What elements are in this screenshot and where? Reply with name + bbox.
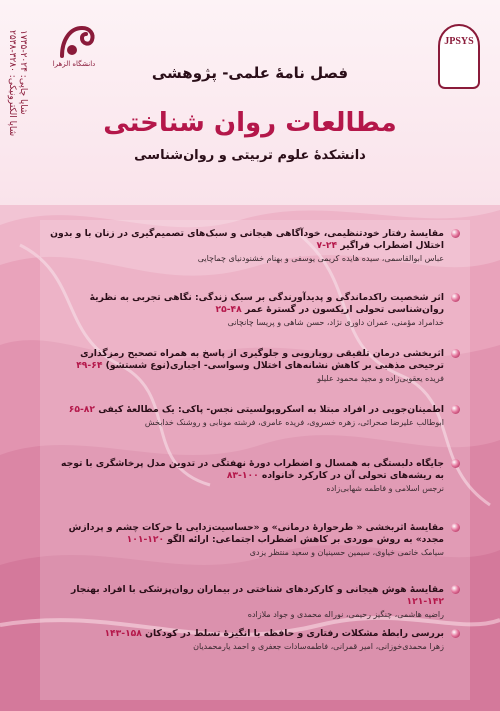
article-title: مقایسهٔ هوش هیجانی و کارکردهای شناختی در بیماران روان‌پزشکی با افراد بهنجار ۱۲۱-۱۴۲	[71, 584, 444, 607]
bullet-icon	[451, 523, 460, 532]
page-range: ۶۵-۸۲	[68, 404, 95, 415]
journal-subtitle: فصل نامهٔ علمی- پژوهشی	[151, 64, 349, 82]
article-authors: خدامراد مؤمنی، عمران داوری نژاد، حسن شاهی و پریسا چانچانی	[227, 318, 444, 327]
toc-item[interactable]	[50, 292, 460, 328]
toc-item[interactable]	[50, 458, 460, 494]
article-authors: عباس ابوالقاسمی، سیده هایده کریمی یوسفی و بهنام خشنودنیای چماچایی	[197, 254, 444, 263]
page-range: ۴۹-۶۴	[76, 360, 103, 371]
article-title: مقایسهٔ اثربخشی « طرحوارهٔ درمانی» و «حساسیت‌زدایی با حرکات چشم و پردازش مجدد» به روش موردی بر کاهش اضطراب اجتماعی: ارائه الگو ۱۰۱-۱۲۰	[68, 522, 444, 545]
page-range: ۲۵-۴۸	[215, 304, 242, 315]
bullet-icon	[451, 293, 460, 302]
article-authors: راضیه هاشمی، چنگیز رحیمی، نوراله محمدی و جواد ملازاده	[247, 610, 444, 619]
bullet-icon	[451, 405, 460, 414]
article-authors: نرجس اسلامی و فاطمه شهابی‌زاده	[326, 484, 444, 493]
jpsys-logo-letters: JPSYS	[444, 36, 474, 47]
article-title: اثربخشی درمان تلفیقی رویارویی و جلوگیری از پاسخ به همراه تصحیح رمزگذاری ترجیحی مذهبی بر کاهش نشانه‌های اختلال وسواسی- اجباری(نوع شستشو) ۴۹-۶۴	[76, 348, 444, 371]
issn-online: شاپا الکترونیکی: ۳۲۸۰-۲۵۳۸	[7, 30, 17, 137]
article-authors: زهرا محمدی‌خوزانی، امیر قمرانی، فاطمه‌سادات جعفری و احمد یارمحمدیان	[193, 642, 444, 651]
toc-item[interactable]	[50, 628, 460, 652]
bullet-icon	[451, 459, 460, 468]
page-range: ۱۰۱-۱۲۰	[126, 534, 165, 545]
article-authors: فریده یعقوبی‌زاده و مجید محمود علیلو	[317, 374, 444, 383]
toc-item[interactable]	[50, 584, 460, 620]
bullet-icon	[451, 629, 460, 638]
alzahra-university-logo	[52, 22, 100, 78]
issn-block	[8, 30, 38, 175]
jpsys-logo	[435, 22, 483, 90]
article-title: اثر شخصیت راکدماندگی و پدیدآورندگی بر سبک زندگی: نگاهی تجربی به نظریهٔ روان‌شناسی تحولی اریکسون در گسترهٔ عمر ۲۵-۴۸	[89, 292, 444, 315]
toc-item[interactable]	[50, 522, 460, 558]
bullet-icon	[451, 349, 460, 358]
article-title: اطمینان‌جویی در افراد مبتلا به اسکروپولسیتی نجس- پاکی: یک مطالعهٔ کیفی ۶۵-۸۲	[68, 404, 444, 415]
page-range: ۱۴۳-۱۵۸	[104, 628, 142, 639]
alzahra-logo-caption: دانشگاه الزهرا	[52, 60, 96, 68]
page-range: ۱۲۱-۱۴۲	[406, 596, 444, 607]
journal-title: مطالعات روان شناختی	[103, 108, 397, 138]
article-authors: ابوطالب علیرضا صحرائی، زهره خسروی، فریده عامری، فرشته مونابی و روشنک خدابخش	[144, 418, 444, 427]
page-range: ۸۳-۱۰۰	[226, 470, 259, 481]
toc-item[interactable]	[50, 348, 460, 384]
article-title: بررسی رابطهٔ مشکلات رفتاری و حافظه با انگیزهٔ تسلط در کودکان ۱۴۳-۱۵۸	[104, 628, 444, 639]
table-of-contents	[50, 228, 460, 698]
bullet-icon	[451, 229, 460, 238]
article-authors: سیامک خاتمی خیاوی، سیمین حسینیان و سعید منتظر یزدی	[249, 548, 444, 557]
publisher-name: دانشکدهٔ علوم تربیتی و روان‌شناسی	[134, 148, 366, 163]
toc-item[interactable]	[50, 228, 460, 264]
page-range: ۷-۲۴	[316, 240, 338, 251]
bullet-icon	[451, 585, 460, 594]
article-title: مقایسهٔ رفتار خودتنظیمی، خودآگاهی هیجانی و سبک‌های تصمیم‌گیری در زنان با و بدون اختلال اضطراب فراگیر ۷-۲۴	[50, 228, 444, 251]
toc-item[interactable]	[50, 404, 460, 428]
article-title: جایگاه دلبستگی به همسال و اضطراب دورهٔ نهفتگی در تدوین مدل پرخاشگری با توجه به ریشه‌های تحولی آن در کارکرد خانواده ۸۳-۱۰۰	[61, 458, 444, 481]
issn-print: شاپا چاپی: ۲۰۲۴-۱۷۳۵	[18, 30, 28, 115]
